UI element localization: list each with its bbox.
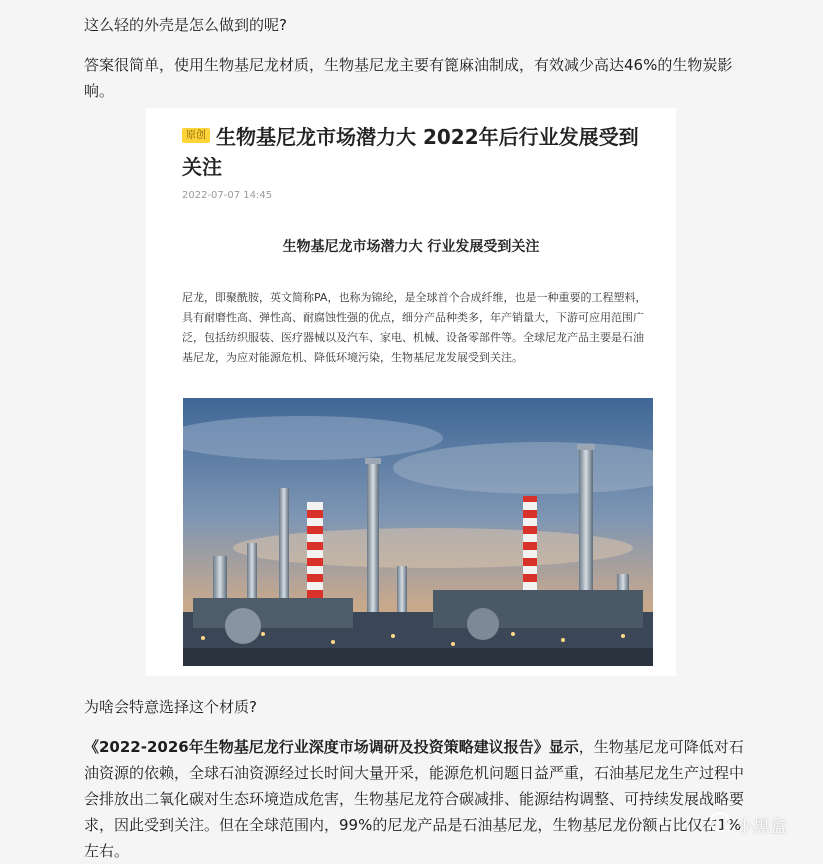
- question-1: 这么轻的外壳是怎么做到的呢?: [84, 16, 287, 34]
- refinery-photo: [183, 398, 653, 666]
- embedded-subheading: 生物基尼龙市场潜力大 行业发展受到关注: [282, 239, 540, 255]
- original-badge: 原创: [182, 128, 210, 143]
- embedded-body: 尼龙，即聚酰胺，英文简称PA，也称为锦纶，是全球首个合成纤维，也是一种重要的工程塑料，具有耐磨性高、弹性高、耐腐蚀性强的优点，细分产品种类多，年产销量大，下游可应用范围广泛，包括纺织服装、医疗器械以及汽车、家电、机械、设备零部件等。全球尼龙产品主要是石油基尼龙，为应对能源危机、降低环境污染，生物基尼龙发展受到关注。: [182, 291, 647, 364]
- answer-2: [84, 734, 744, 864]
- refinery-illustration: [183, 398, 653, 666]
- report-title: 《2022-2026年生物基尼龙行业深度市场调研及投资策略建议报告》显示: [84, 738, 579, 756]
- embedded-article-screenshot: [146, 108, 676, 676]
- answer-1: 答案很简单，使用生物基尼龙材质，生物基尼龙主要有篦麻油制成，有效减少高达46%的生物炭影响。: [84, 56, 733, 100]
- embedded-date: 2022-07-07 14:45: [182, 190, 273, 201]
- question-2: 为啥会特意选择这个材质?: [84, 698, 257, 716]
- watermark: 小黑盒: [736, 817, 787, 837]
- watermark-icon: [710, 812, 730, 832]
- answer-2-text: ，生物基尼龙可降低对石油资源的依赖，全球石油资源经过长时间大量开采，能源危机问题日益严重，石油基尼龙生产过程中会排放出二氧化碳对生态环境造成危害，生物基尼龙符合碳减排、能源结构调整、可持续发展战略要求，因此受到关注。但在全球范围内，99%的尼龙产品是石油基尼龙，生物基尼龙份额占比仅在1%左右。: [84, 738, 745, 860]
- embedded-title: 生物基尼龙市场潜力大 2022年后行业发展受到关注: [182, 125, 639, 179]
